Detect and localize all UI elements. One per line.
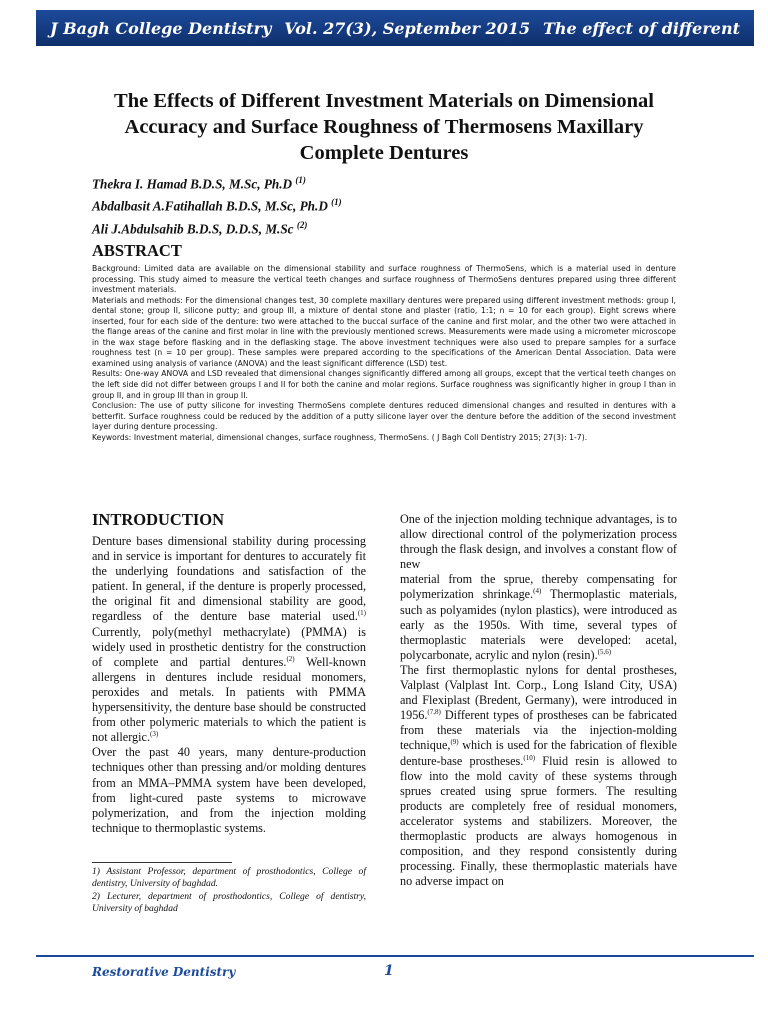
abstract-results: Results: One-way ANOVA and LSD revealed that dimensional changes significantly differed among all groups, except that the vertical teeth changes on the left side did not differ between groups I and II for both the canine and molar regions. Surface roughness was significantly higher in group I than in group II, and in group III than in group II.	[92, 369, 676, 400]
abstract-conclusion: Conclusion: The use of putty silicone for investing ThermoSens complete dentures reduced dimensional changes and resulted in dentures with a betterfit. Surface roughness could be reduced by the addition of a putty silicone layer over the denture before the addition of the second investment layer during denture processing.	[92, 401, 676, 432]
abstract-body	[92, 264, 676, 443]
author-3: Ali J.Abdulsahib B.D.S, D.D.S, M.Sc $^{(2)}$	[92, 219, 308, 237]
journal-header-bar	[36, 10, 754, 46]
journal-volume: Vol. 27(3), September 2015	[284, 18, 531, 38]
intro-paragraph-5: The first thermoplastic nylons for dental prostheses, Valplast (Valplast Int. Corp., Long Island City, USA) and Flexiplast (Bredent, Germany), were introduced in 1956.$^{(7,8)}$ Different types of prostheses can be fabricated from these materials via the injection-molding technique,$^{(9)}$ which is used for the fabrication of flexible denture-base prostheses.$^{(10)}$ Fluid resin is allowed to flow into the mold cavity of these systems through sprues created using sprue formers. The resulting products are completely free of residual monomers, accelerator systems and stabilizers. Moreover, the thermoplastic products are always homogenous in composition, and they respond consistently during processing. Finally, these thermoplastic materials have no adverse impact on	[400, 662, 677, 889]
footnote-divider	[92, 862, 232, 863]
footnote-2: 2) Lecturer, department of prosthodontics, College of dentistry, University of baghdad	[92, 891, 366, 914]
abstract-background: Background: Limited data are available on the dimensional stability and surface roughness of ThermoSens, which is a material used in denture processing. This study aimed to measure the vertical teeth changes and surface roughness of ThermoSens dentures prepared using three different investment materials.	[92, 264, 676, 295]
right-column	[400, 512, 677, 889]
running-title: The effect of different	[542, 18, 740, 38]
page-number: 1	[384, 963, 394, 979]
intro-paragraph-4: material from the sprue, thereby compensating for polymerization shrinkage.$^{(4)}$ Thermoplastic materials, such as polyamides (nylon plastics), were introduced as early as the 1950s. With time, several types of thermoplastic materials were developed: acetal, polycarbonate, acrylic and nylon (resin).$^{(5,6)}$	[400, 572, 677, 662]
footer-divider	[36, 955, 754, 957]
paper-title: The Effects of Different Investment Materials on Dimensional Accuracy and Surface Roughness of Thermosens Maxillary Complete Dentures	[114, 90, 654, 164]
intro-paragraph-3: One of the injection molding technique advantages, is to allow directional control of the polymerization process through the flask design, and involves a constant flow of new	[400, 512, 677, 572]
footnote-1: 1) Assistant Professor, department of prosthodontics, College of dentistry, University of baghdad.	[92, 866, 366, 889]
author-list	[92, 171, 572, 238]
author-1: Thekra I. Hamad B.D.S, M.Sc, Ph.D $^{(1)}$	[92, 175, 306, 192]
abstract-methods: Materials and methods: For the dimensional changes test, 30 complete maxillary dentures were prepared using different investment methods: group I, dental stone; group II, silicone putty; and group III, a mixture of dental stone and plaster (ratio, 1:1; n = 10 for each group). Eight screws where inserted, four for each side of the denture: two were attached to the buccal surface of the canine and first molar, and the other two were attached in the flange areas of the canine and first molar in line with the previously mentioned screws. Measurements were made using a micrometer microscope in the wax stage before flasking and in the deflasking stage. The above investment techniques were also used to prepare samples for a surface roughness test (n = 10 per group). These samples were prepared according to the specifications of the American Dental Association. Data were examined using analysis of variance (ANOVA) and the least significant difference (LSD) test.	[92, 295, 676, 368]
author-2: Abdalbasit A.Fatihallah B.D.S, M.Sc, Ph.D $^{(1)}$	[92, 197, 342, 214]
journal-name: J Bagh College Dentistry	[50, 18, 272, 38]
footnotes	[92, 866, 366, 916]
footer-section-label: Restorative Dentistry	[92, 965, 236, 979]
abstract-keywords: Keywords: Investment material, dimensional changes, surface roughness, ThermoSens. ( J Bagh Coll Dentistry 2015; 27(3): 1-7).	[92, 432, 588, 442]
abstract-heading: ABSTRACT	[92, 241, 182, 260]
intro-paragraph-2: Over the past 40 years, many denture-production techniques other than pressing and/or molding dentures from an MMA–PMMA system have been developed, from light-cured paste systems to microwave polymerization, and from the injection molding technique to thermoplastic systems.	[92, 745, 366, 835]
introduction-heading: INTRODUCTION	[92, 510, 225, 529]
intro-paragraph-1: Denture bases dimensional stability during processing and in service is important for dentures to accurately fit the underlying foundations and satisfaction of the patient. In general, if the denture is properly processed, the original fit and dimensional stability are good, regardless of the denture base material used.$^{(1)}$ Currently, poly(methyl methacrylate) (PMMA) is widely used in prosthetic dentistry for the construction of complete and partial dentures.$^{(2)}$ Well-known allergens in dentures include residual monomers, peroxides and metals. In patients with PMMA hypersensitivity, the denture base should be constructed from other polymeric materials to which the patient is not allergic.$^{(3)}$	[92, 534, 366, 745]
left-column	[92, 510, 366, 836]
